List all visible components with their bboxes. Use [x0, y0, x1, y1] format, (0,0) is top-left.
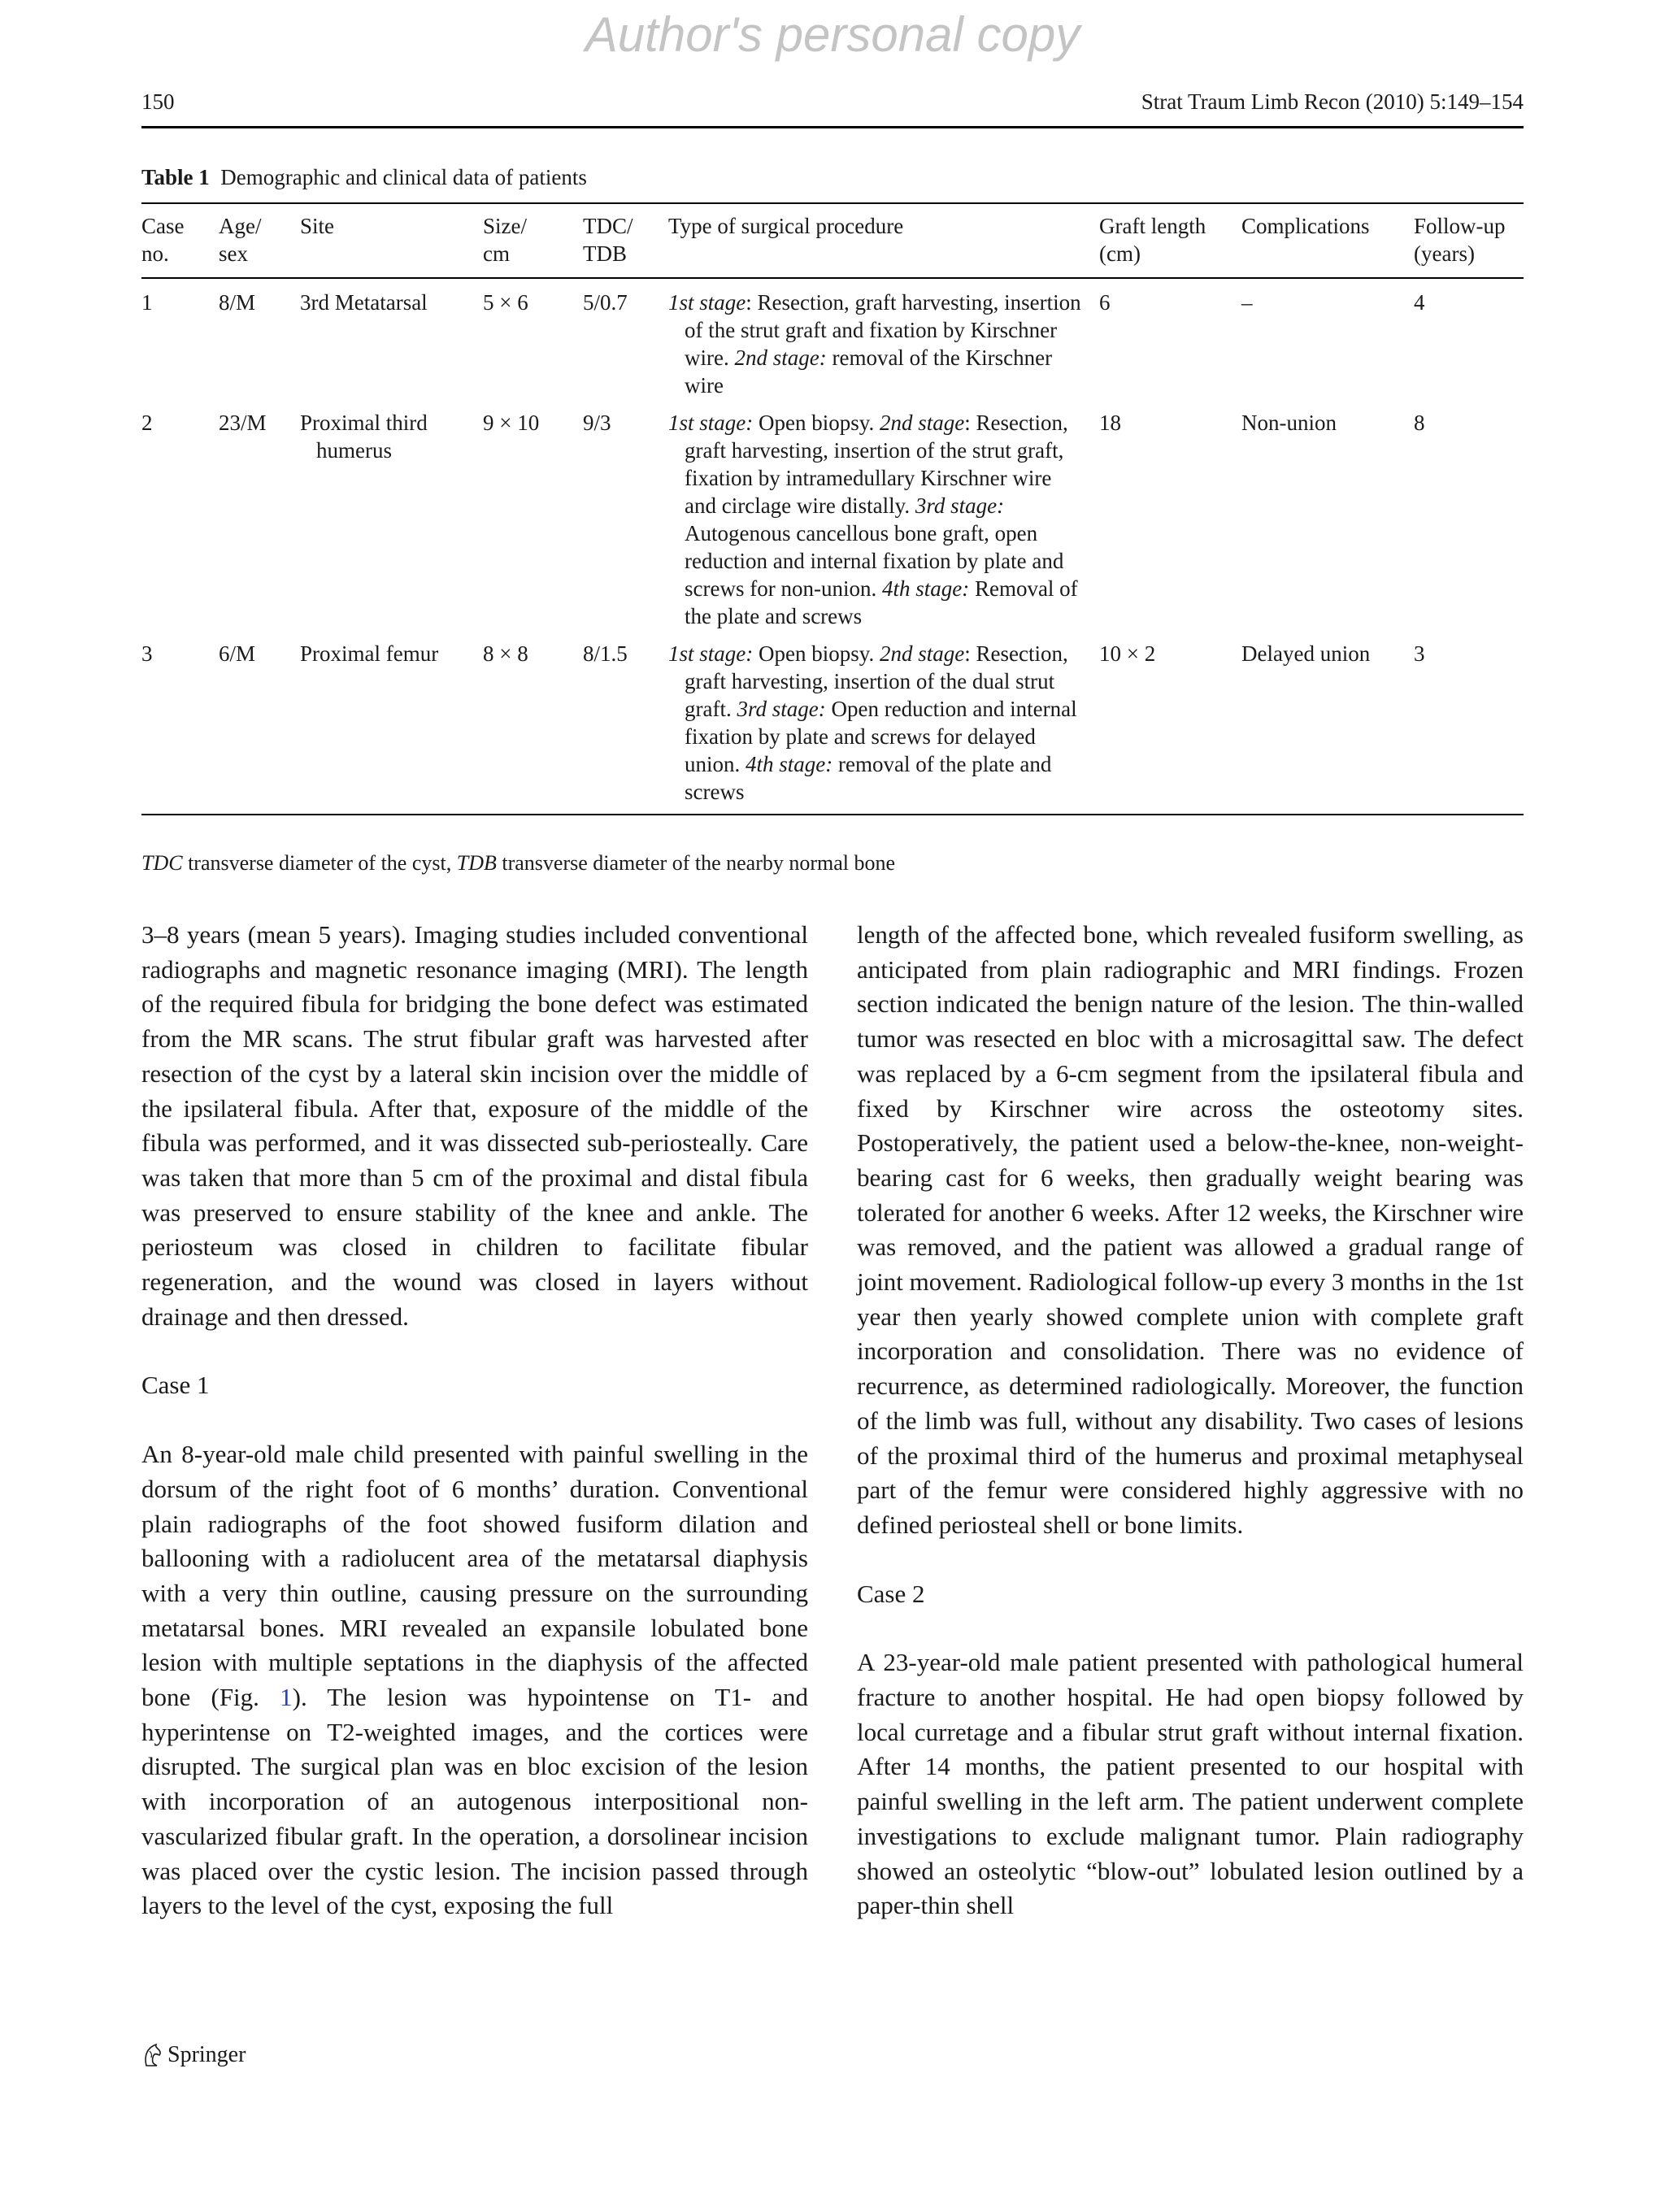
cell-size: 9 × 10 [483, 411, 540, 435]
cell-tdc-tdb: 5/0.7 [583, 290, 628, 315]
stage-text: removal of the Kirschner wire [685, 345, 1053, 398]
def-tdb: transverse diameter of the nearby normal bone [496, 851, 896, 875]
cell-case: 3 [141, 640, 219, 815]
body-paragraph: 3–8 years (mean 5 years). Imaging studies included conventional radiographs and magnetic resonance imaging (MRI). The length of the required fibula for bridging the bone defect was estimated from the MR scans. The strut fibular graft was harvested after resection of the cyst by a lateral skin incision over the middle of the ipsilateral fibula. After that, exposure of the middle of the fibula was performed, and it was dissected sub-periosteally. Care was taken that more than 5 cm of the proximal and distal fibula was preserved to ensure stability of the knee and ankle. The periosteum was closed in children to facilitate fibular regeneration, and the wound was closed in layers without drainage and then dressed. [141, 920, 808, 1331]
cell-size: 8 × 8 [483, 640, 583, 815]
patient-data-table [141, 202, 1524, 815]
watermark: Author's personal copy [585, 7, 1080, 62]
cell-graft-length: 6 [1099, 290, 1111, 315]
stage-label: 1st stage [668, 290, 746, 315]
col-header-size: Size/ cm [483, 203, 583, 278]
cell-follow-up: 3 [1414, 640, 1524, 815]
body-paragraph [141, 1437, 808, 1923]
site-text: Proximal third humerus [300, 411, 428, 463]
stage-text: Open reduction and internal fixation by plate and screws for delayed union. [685, 697, 1077, 776]
stage-label: 4th stage: [746, 752, 833, 776]
col-header-tdc-tdb: TDC/ TDB [583, 203, 668, 278]
running-head [141, 89, 1524, 125]
stage-label: 2nd stage [880, 411, 965, 435]
cell-site [300, 409, 483, 640]
cell-tdc-tdb: 9/3 [583, 411, 611, 435]
paragraph-text: ). The lesion was hypointense on T1- and hyperintense on T2-weighted images, and the cortices were disrupted. The surgical plan was en bloc excision of the lesion with incorporation of an autogenous interpositional non-vascularized fibular graft. In the operation, a dorsolinear incision was placed over the cystic lesion. The incision passed through layers to the level of the cyst, exposing the full [141, 1683, 809, 1920]
stage-label: 2nd stage: [734, 345, 827, 370]
stage-text: : Resection, graft harvesting, insertion of the dual strut graft. [685, 641, 1068, 721]
cell-complications: Delayed union [1241, 640, 1414, 815]
cell-site [300, 278, 483, 409]
stage-text: Open biopsy. [753, 641, 880, 666]
table-header-row [141, 203, 1524, 278]
cell-complications: – [1241, 290, 1253, 315]
figure-link[interactable]: 1 [280, 1683, 293, 1712]
def-tdc: transverse diameter of the cyst, [182, 851, 457, 875]
cell-case: 1 [141, 290, 153, 315]
stage-label: 3rd stage: [915, 493, 1005, 518]
stage-label: 3rd stage: [737, 697, 826, 721]
stage-label: 1st stage: [668, 641, 754, 666]
cell-tdc-tdb: 8/1.5 [583, 640, 668, 815]
springer-horse-icon [141, 2043, 163, 2067]
cell-graft-length: 18 [1099, 411, 1121, 435]
cell-procedure [668, 409, 1099, 640]
left-column [141, 918, 808, 1923]
table-row [141, 409, 1524, 640]
table-footnote [141, 851, 895, 876]
site-text: Proximal femur [300, 641, 439, 666]
cell-size: 5 × 6 [483, 290, 528, 315]
stage-text: : Resection, graft harvesting, insertion of the strut graft and fixation by Kirschner wire. [685, 290, 1081, 370]
table-row [141, 278, 1524, 409]
procedure-text [668, 409, 1099, 630]
stage-text: : Resection, graft harvesting, insertion of the strut graft, fixation by intramedullary Kirschner wire and circlage wire distally. [685, 411, 1068, 518]
page-number: 150 [141, 89, 175, 114]
col-header-age-sex: Age/ sex [219, 203, 300, 278]
cell-procedure [668, 640, 1099, 815]
cell-age-sex: 23/M [219, 411, 267, 435]
table-title: Demographic and clinical data of patients [220, 165, 587, 189]
cell-follow-up: 8 [1414, 411, 1425, 435]
header-rule [141, 126, 1524, 128]
col-header-complications: Complications [1241, 203, 1414, 278]
abbr-tdc: TDC [141, 851, 183, 875]
cell-site [300, 640, 483, 815]
cell-case: 2 [141, 411, 153, 435]
abbr-tdb: TDB [456, 851, 497, 875]
col-header-case: Case no. [141, 203, 219, 278]
stage-text: Open biopsy. [753, 411, 880, 435]
section-heading-case-1: Case 1 [141, 1371, 210, 1400]
right-column [857, 918, 1524, 1923]
cell-age-sex: 6/M [219, 640, 300, 815]
table-caption [141, 165, 587, 190]
cell-follow-up: 4 [1414, 290, 1425, 315]
paragraph-text: An 8-year-old male child presented with painful swelling in the dorsum of the right foot of 6 months’ duration. Conventional plain radiographs of the foot showed fusiform dilation and ballooning with a radiolucent area of the metatarsal diaphysis with a very thin outline, causing pressure on the surrounding metatarsal bones. MRI revealed an expansile lobulated bone lesion with multiple septations in the diaphysis of the affected bone (Fig. [141, 1440, 808, 1712]
stage-text: Removal of the plate and screws [685, 576, 1078, 628]
cell-age-sex: 8/M [219, 290, 256, 315]
stage-label: 2nd stage [880, 641, 965, 666]
stage-text: removal of the plate and screws [685, 752, 1052, 804]
col-header-follow-up: Follow-up (years) [1414, 203, 1524, 278]
cell-complications: Non-union [1241, 411, 1337, 435]
body-paragraph: A 23-year-old male patient presented with pathological humeral fracture to another hospital. He had open biopsy followed by local curretage and a fibular strut graft without internal fixation. After 14 months, the patient presented to our hospital with painful swelling in the left arm. The patient underwent complete investigations to exclude malignant tumor. Plain radiography showed an osteolytic “blow-out” lobulated lesion outlined by a paper-thin shell [857, 1648, 1524, 1920]
section-heading-case-2: Case 2 [857, 1579, 925, 1608]
col-header-graft-length: Graft length (cm) [1099, 203, 1241, 278]
footer [141, 2042, 246, 2068]
journal-citation: Strat Traum Limb Recon (2010) 5:149–154 [1141, 89, 1524, 114]
publisher-name: Springer [167, 2042, 246, 2067]
table-row [141, 640, 1524, 815]
procedure-text [668, 640, 1099, 806]
cell-graft-length: 10 × 2 [1099, 640, 1241, 815]
site-text: 3rd Metatarsal [300, 290, 428, 315]
table-label: Table 1 [141, 165, 210, 189]
stage-label: 4th stage: [881, 576, 970, 601]
cell-procedure [668, 278, 1099, 409]
stage-text: Autogenous cancellous bone graft, open reduction and internal fixation by plate and screws for non-union. [685, 521, 1064, 601]
col-header-procedure: Type of surgical procedure [668, 203, 1099, 278]
body-paragraph: length of the affected bone, which revealed fusiform swelling, as anticipated from plain radiographic and MRI findings. Frozen section indicated the benign nature of the lesion. The thin-walled tumor was resected en bloc with a microsagittal saw. The defect was replaced by a 6-cm segment from the ipsilateral fibula and fixed by Kirschner wire across the osteotomy sites. Postoperatively, the patient used a below-the-knee, non-weight-bearing cast for 6 weeks, then gradually weight bearing was tolerated for another 6 weeks. After 12 weeks, the Kirschner wire was removed, and the patient was allowed a gradual range of joint movement. Radiological follow-up every 3 months in the 1st year then yearly showed complete union with complete graft incorporation and consolidation. There was no evidence of recurrence, as determined radiologically. Moreover, the function of the limb was full, without any disability. Two cases of lesions of the proximal third of the humerus and proximal metaphyseal part of the femur were considered highly aggressive with no defined periosteal shell or bone limits. [857, 920, 1524, 1539]
procedure-text [668, 289, 1099, 399]
col-header-site: Site [300, 203, 483, 278]
stage-label: 1st stage: [668, 411, 754, 435]
